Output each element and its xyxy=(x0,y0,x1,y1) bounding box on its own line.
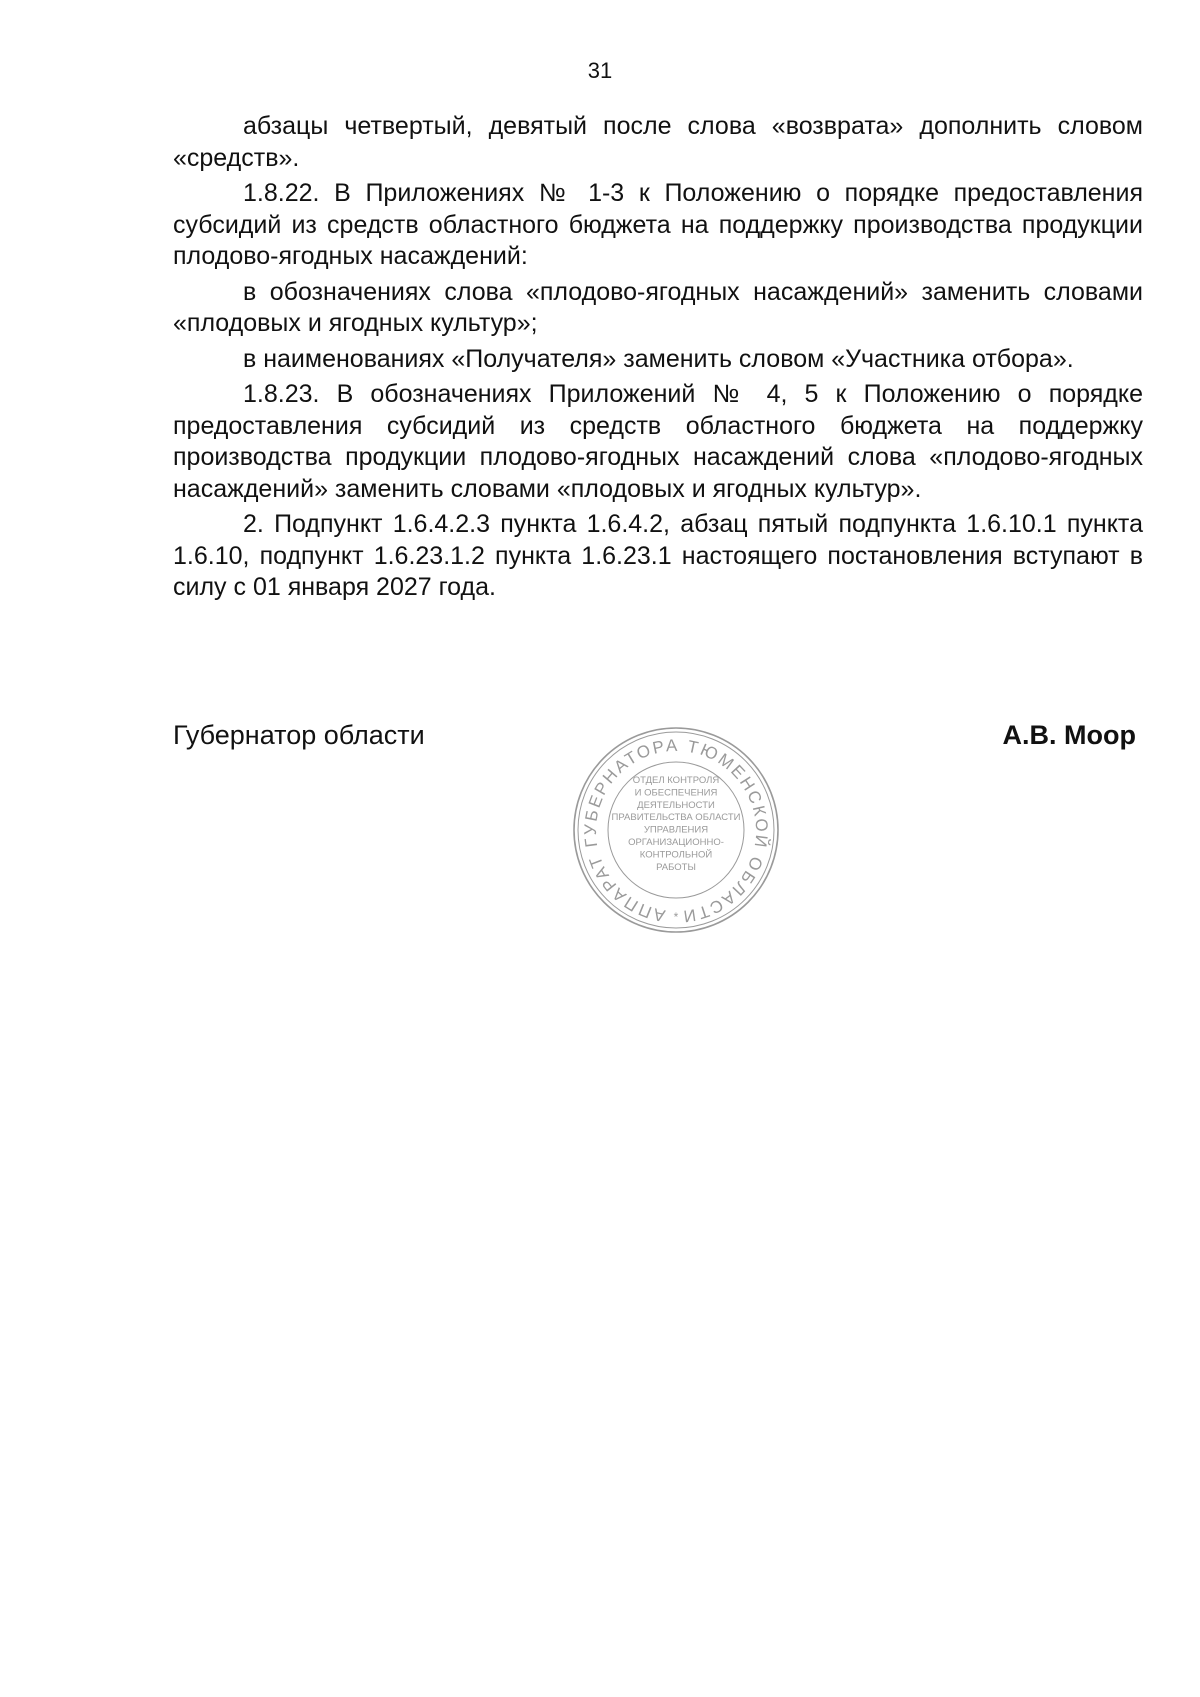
seal-graphic xyxy=(570,725,782,935)
seal-inner-line: ДЕЯТЕЛЬНОСТИ xyxy=(637,799,715,811)
seal-inner-line: ПРАВИТЕЛЬСТВА ОБЛАСТИ xyxy=(611,812,741,824)
paragraph-4: в наименованиях «Получателя» заменить словом «Участника отбора». xyxy=(243,344,1074,373)
paragraph-1: абзацы четвертый, девятый после слова «возврата» дополнить словом «средств». xyxy=(173,112,1143,172)
signatory-title: Губернатор области xyxy=(173,720,425,750)
paragraph-5: 1.8.23. В обозначениях Приложений № 4, 5 к Положению о порядке предоставления субсидий из средств областного бюджета на поддержку производства продукции плодово-ягодных насаждений слова «плодово-ягодных насаждений» заменить словами «плодовых и ягодных культур». xyxy=(173,380,1143,503)
svg-text:*: * xyxy=(673,910,679,924)
paragraph-2: 1.8.22. В Приложениях № 1-3 к Положению о порядке предоставления субсидий из средств областного бюджета на поддержку производства продукции плодово-ягодных насаждений: xyxy=(173,179,1143,270)
page-number: 31 xyxy=(587,58,613,83)
svg-text:АППАРАТ ГУБЕРНАТОРА ТЮМЕНСКОЙ: АППАРАТ ГУБЕРНАТОРА ТЮМЕНСКОЙ ОБЛАСТИ xyxy=(580,735,772,927)
seal-inner-line: ОТДЕЛ КОНТРОЛЯ xyxy=(632,775,720,786)
paragraph-6: 2. Подпункт 1.6.4.2.3 пункта 1.6.4.2, абзац пятый подпункта 1.6.10.1 пункта 1.6.10, подпункт 1.6.23.1.2 пункта 1.6.23.1 настоящего постановления вступают в силу с 01 января 2027 года. xyxy=(173,510,1143,601)
seal-inner-line: ОРГАНИЗАЦИОННО- xyxy=(628,837,724,848)
paragraph-3: в обозначениях слова «плодово-ягодных насаждений» заменить словами «плодовых и ягодных культур»; xyxy=(173,277,1143,337)
signatory-name: А.В. Моор xyxy=(1002,720,1136,750)
document-body xyxy=(173,111,1143,608)
seal-inner-line: РАБОТЫ xyxy=(656,861,696,873)
seal-inner-line: И ОБЕСПЕЧЕНИЯ xyxy=(634,787,718,799)
seal-inner-line: КОНТРОЛЬНОЙ xyxy=(639,849,713,861)
seal-inner-line: УПРАВЛЕНИЯ xyxy=(643,824,709,836)
official-seal-stamp xyxy=(570,725,782,935)
